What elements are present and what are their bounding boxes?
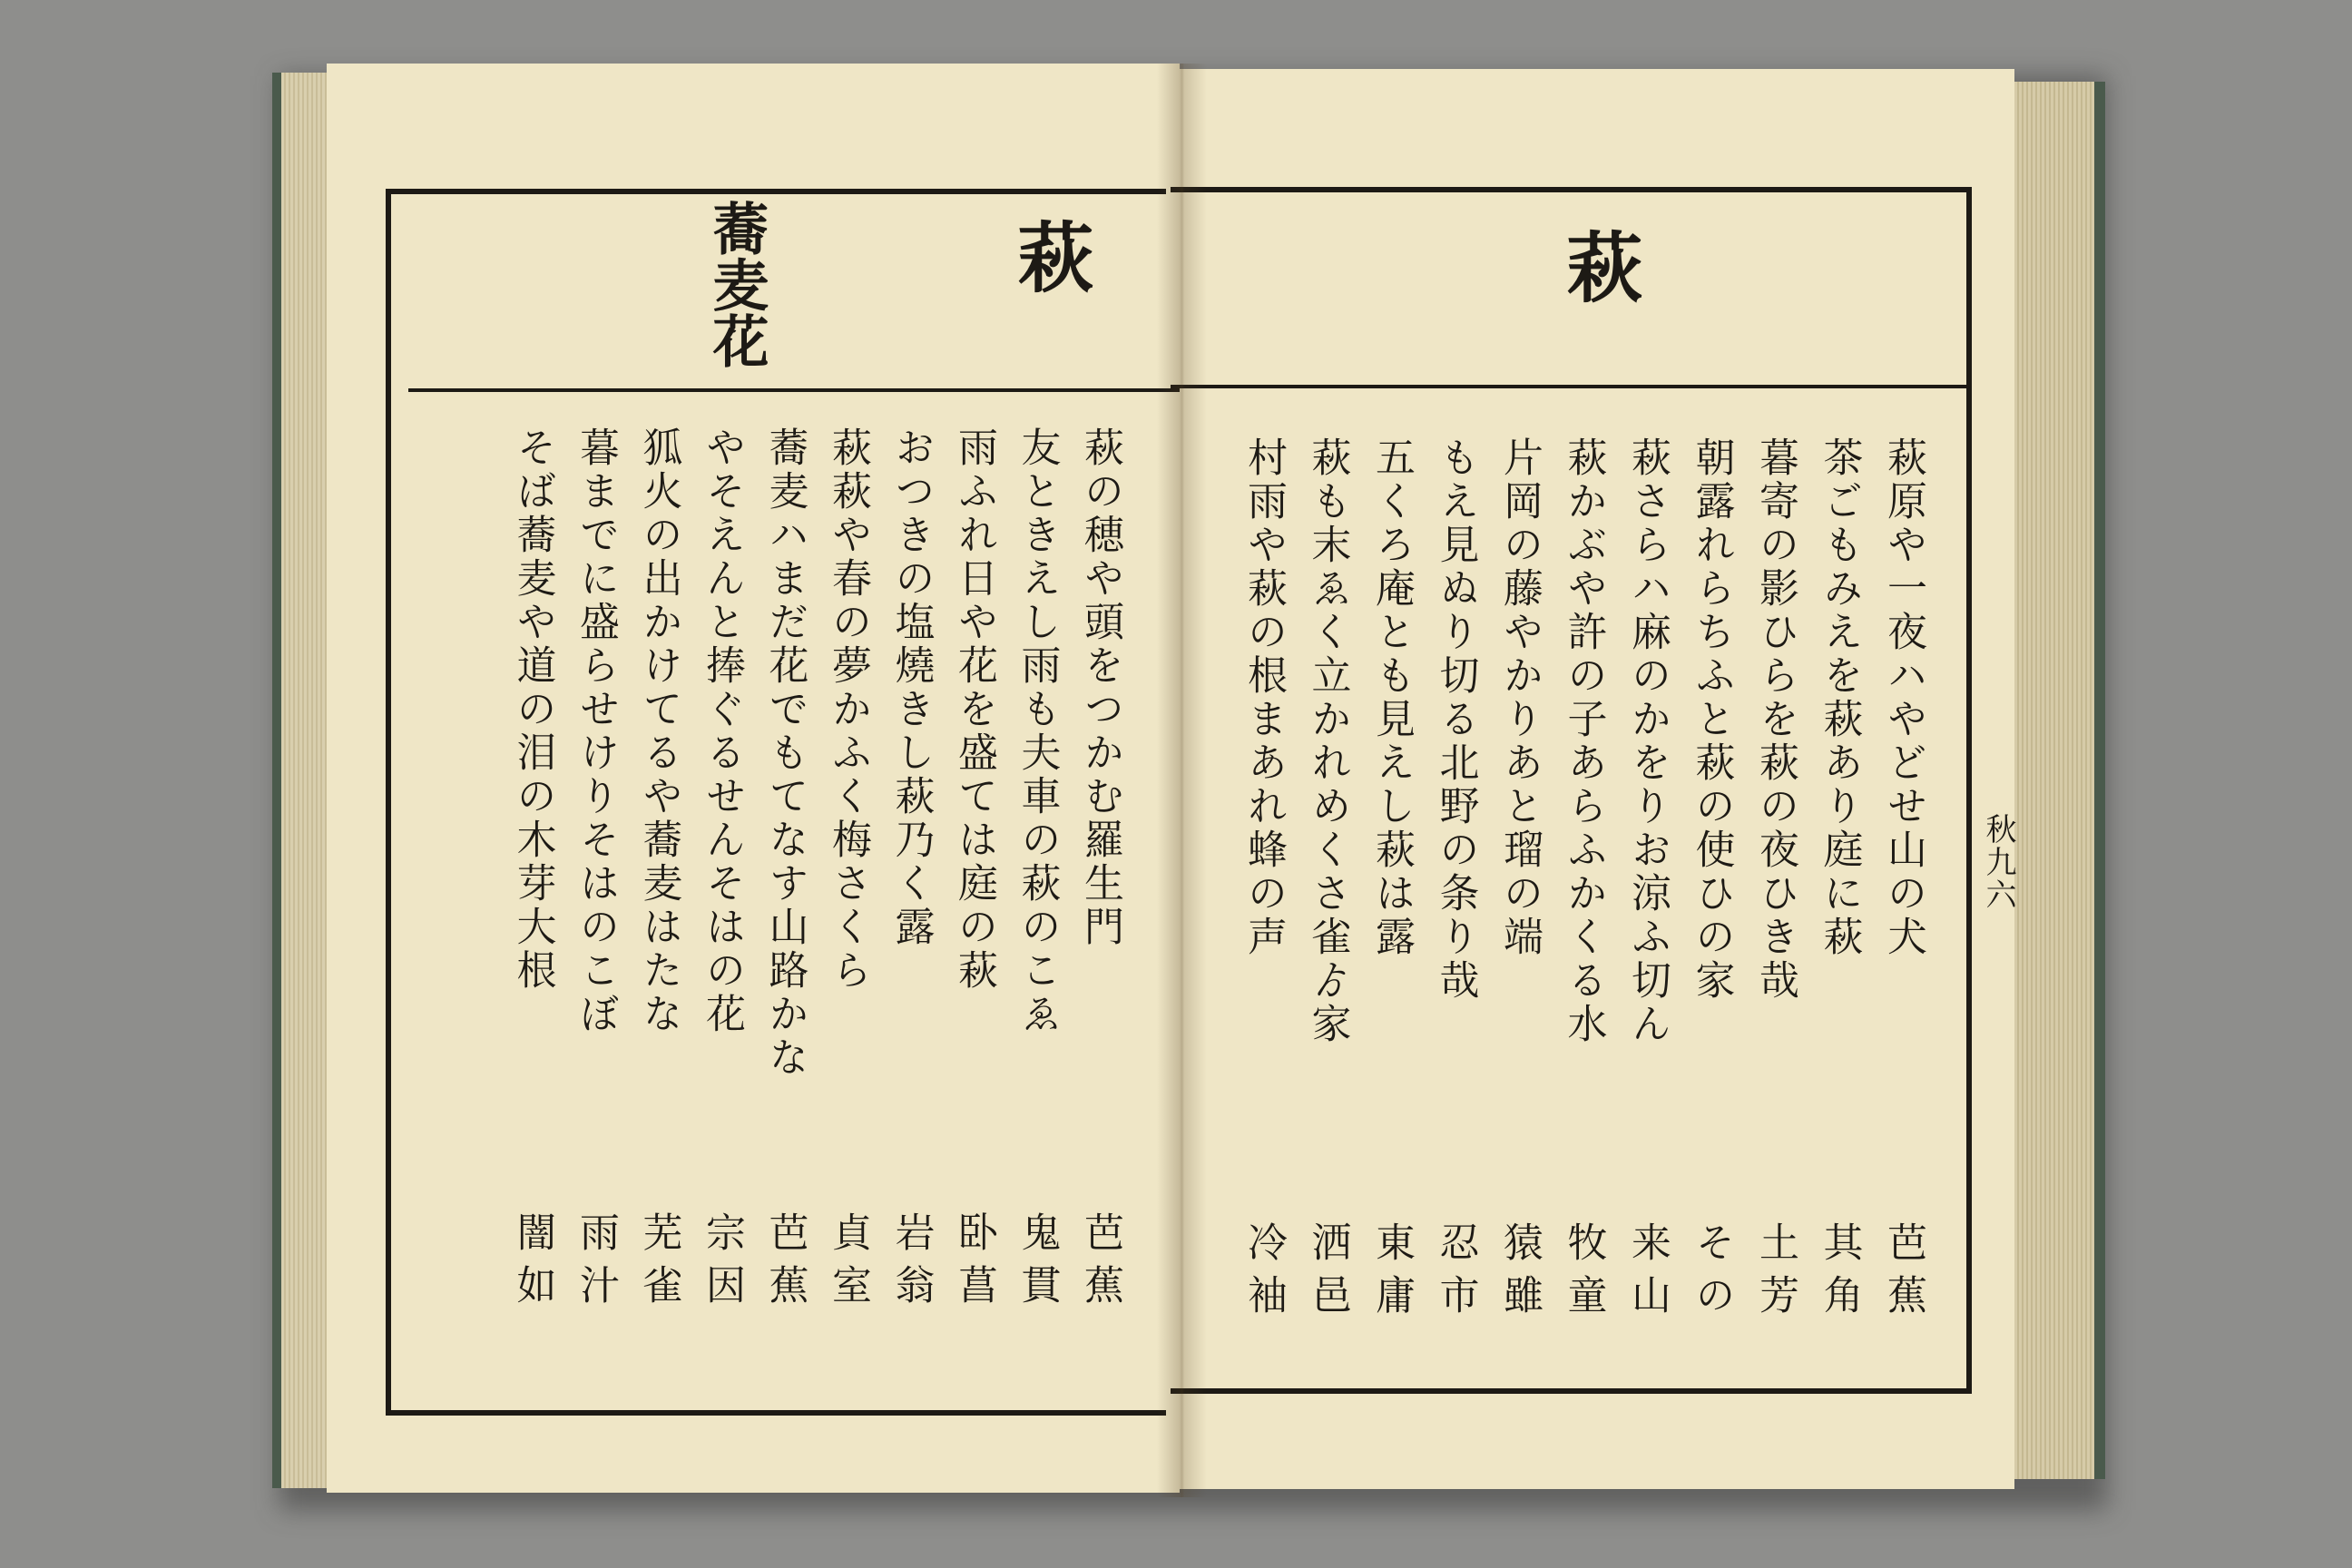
left-page-verse-author: 芭蕉 [761,1211,808,1317]
left-page-verse-author: 宗因 [699,1211,745,1317]
left-page-verse: 蕎麦ハまだ花でもてなす山路かな [761,426,808,1080]
right-page-verse: 片岡の藤やかりあと瑠の端 [1496,436,1543,959]
page-number-mark: 秋九六 [1980,813,2016,911]
right-page-verse-author: 冷袖 [1240,1221,1287,1327]
left-page-verse: おつきの塩燒きし萩乃く露 [887,426,935,949]
left-page-verse-author: 鬼貫 [1014,1211,1061,1317]
left-page-verse: 雨ふれ日や花を盛ては庭の萩 [951,426,997,993]
left-page-verse: やそえんと捧ぐるせんそはの花 [699,426,745,1036]
right-page-verse-author: 其角 [1816,1221,1863,1327]
left-page-verse-author: 貞室 [825,1211,871,1317]
left-page-verse-author: 芭蕉 [1077,1211,1123,1317]
left-heading-divider [408,388,1180,392]
right-page-verse: 萩さらハ麻のかをりお涼ふ切ん [1624,436,1671,1046]
right-heading-divider [1171,385,1969,388]
left-page-verse-author: 岩翁 [887,1211,935,1317]
right-page-verse-author: その [1688,1221,1735,1327]
open-book [272,64,2105,1502]
right-page-verse: 五くろ庵とも見えし萩は露 [1368,436,1415,959]
left-page-verse: 狐火の出かけてるや蕎麦はたな [635,426,682,1036]
right-page-verse: 村雨や萩の根まあれ蜂の声 [1240,436,1287,959]
right-page-stack-edge [2005,82,2105,1479]
right-page-verse-author: 忍市 [1432,1221,1479,1327]
left-page-verse-author: 雨汁 [573,1211,619,1317]
book-gutter [1157,64,1207,1497]
right-page [1180,69,2014,1489]
right-page-verse: 萩かぶや許の子あらふかくる水 [1560,436,1607,1046]
right-page-verse-author: 土芳 [1752,1221,1798,1327]
right-page-verse-author: 来山 [1624,1221,1671,1327]
left-page [327,64,1180,1493]
left-page-verse: そば蕎麦や道の泪の木芽大根 [509,426,556,993]
left-page-verse-author: 卧菖 [951,1211,997,1317]
right-page-verse: 萩も末ゑく立かれめくさ雀ゟ家 [1304,436,1351,1046]
left-page-verse: 友ときえし雨も夫車の萩のこゑ [1014,426,1061,1036]
right-page-verse-author: 猿雖 [1496,1221,1543,1327]
left-page-verse-author: 闇如 [509,1211,556,1317]
right-page-verse-author: 芭蕉 [1880,1221,1926,1327]
right-page-verse-author: 洒邑 [1304,1221,1351,1327]
right-page-verse-author: 東庸 [1368,1221,1415,1327]
right-page-verse-author: 牧童 [1560,1221,1607,1327]
right-page-verse: 朝露れらちふと萩の使ひの家 [1688,436,1735,1003]
left-heading-main: 萩 [1005,218,1095,294]
right-page-verse: 暮寄の影ひらを萩の夜ひき哉 [1752,436,1798,1003]
left-heading-sub: 蕎麦花 [703,200,769,368]
right-page-verse: もえ見ぬり切る北野の条り哉 [1432,436,1479,1003]
left-page-verse: 萩萩や春の夢かふく梅さくら [825,426,871,993]
left-page-verse: 暮までに盛らせけりそはのこぼ [573,426,619,1036]
right-page-verse: 茶ごもみえを萩あり庭に萩 [1816,436,1863,959]
right-heading-main: 萩 [1554,228,1644,304]
left-page-verse-author: 芜雀 [635,1211,682,1317]
left-page-verse: 萩の穂や頭をつかむ羅生門 [1077,426,1123,949]
right-page-verse: 萩原や一夜ハやどせ山の犬 [1880,436,1926,959]
